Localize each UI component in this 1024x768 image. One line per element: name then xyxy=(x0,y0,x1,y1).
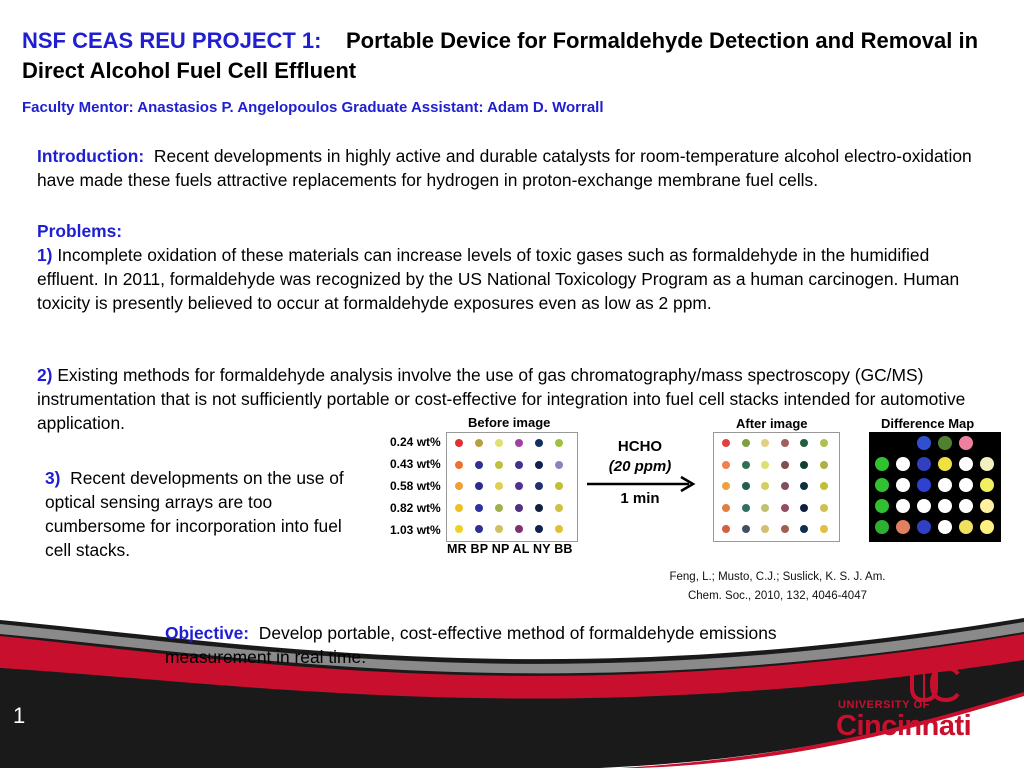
introduction-paragraph xyxy=(37,144,987,192)
sensor-spot xyxy=(800,439,808,447)
sensor-spot xyxy=(495,525,503,533)
sensor-spot xyxy=(455,461,463,469)
sensor-spot xyxy=(820,461,828,469)
sensor-spot xyxy=(896,457,910,471)
sensor-spot xyxy=(515,504,523,512)
sensor-spot xyxy=(761,525,769,533)
sensor-spot xyxy=(555,461,563,469)
sensor-spot xyxy=(515,482,523,490)
arrow-label-mid: (20 ppm) xyxy=(608,458,672,475)
sensor-spot xyxy=(781,504,789,512)
sensor-spot xyxy=(980,478,994,492)
objective-paragraph xyxy=(165,621,805,669)
objective-label: Objective: xyxy=(165,623,250,643)
row-label: 0.43 wt% xyxy=(390,457,441,471)
sensor-spot xyxy=(875,520,889,534)
sensor-spot xyxy=(781,525,789,533)
sensor-spot xyxy=(495,439,503,447)
sensor-spot xyxy=(555,525,563,533)
sensor-spot xyxy=(959,457,973,471)
sensor-spot xyxy=(820,439,828,447)
sensor-spot xyxy=(959,499,973,513)
after-image-label: After image xyxy=(736,416,808,431)
sensor-spot xyxy=(938,457,952,471)
before-panel xyxy=(446,432,578,542)
sensor-spot xyxy=(495,504,503,512)
sensor-spot xyxy=(455,525,463,533)
sensor-spot xyxy=(515,439,523,447)
sensor-spot xyxy=(917,457,931,471)
sensor-spot xyxy=(980,457,994,471)
problem-2-number: 2) xyxy=(37,365,53,385)
sensor-spot xyxy=(722,504,730,512)
sensor-spot xyxy=(555,482,563,490)
sensor-spot xyxy=(455,504,463,512)
difference-panel xyxy=(869,432,1001,542)
sensor-spot xyxy=(781,482,789,490)
sensor-spot xyxy=(722,461,730,469)
sensor-spot xyxy=(820,482,828,490)
sensor-spot xyxy=(722,482,730,490)
sensor-spot xyxy=(875,478,889,492)
problems-heading: Problems: xyxy=(37,221,123,241)
sensor-spot xyxy=(980,520,994,534)
sensor-spot xyxy=(959,478,973,492)
sensor-spot xyxy=(938,436,952,450)
sensor-spot xyxy=(800,461,808,469)
sensor-spot xyxy=(800,482,808,490)
sensor-spot xyxy=(515,525,523,533)
sensor-spot xyxy=(875,499,889,513)
citation-line-2: Chem. Soc., 2010, 132, 4046-4047 xyxy=(687,590,867,602)
logo-cincinnati: Cincinnati xyxy=(836,710,972,742)
sensor-spot xyxy=(800,525,808,533)
problems-section xyxy=(37,219,987,315)
sensor-spot xyxy=(455,439,463,447)
sensor-spot xyxy=(495,482,503,490)
sensor-spot xyxy=(820,525,828,533)
sensor-spot xyxy=(495,461,503,469)
problem-3-number: 3) xyxy=(45,468,61,488)
sensor-spot xyxy=(800,504,808,512)
sensor-spot xyxy=(475,525,483,533)
sensor-spot xyxy=(535,439,543,447)
row-label: 0.24 wt% xyxy=(390,435,441,449)
sensor-spot xyxy=(475,504,483,512)
objective-text: Develop portable, cost-effective method of formaldehyde emissions measurement in real time. xyxy=(165,623,777,667)
difference-map-label: Difference Map xyxy=(881,416,975,431)
slide-number: 1 xyxy=(13,703,26,728)
sensor-spot xyxy=(555,504,563,512)
sensor-spot xyxy=(917,478,931,492)
sensor-spot xyxy=(938,520,952,534)
sensor-spot xyxy=(761,439,769,447)
sensor-spot xyxy=(761,482,769,490)
sensor-spot xyxy=(875,436,889,450)
arrow-label-top: HCHO xyxy=(617,438,663,455)
mentors-line: Faculty Mentor: Anastasios P. Angelopoulos Graduate Assistant: Adam D. Worrall xyxy=(22,99,604,116)
problem-1-text: Incomplete oxidation of these materials can increase levels of toxic gases such as formaldehyde in the humidified effluent. In 2011, formaldehyde was recognized by the US National Toxicology Program as a human carcinogen. Human toxicity is presently believed to occur at formaldehyde exposures even as low as 2 ppm. xyxy=(37,245,960,313)
sensor-spot xyxy=(742,482,750,490)
sensor-spot xyxy=(475,482,483,490)
sensor-spot xyxy=(917,436,931,450)
sensor-spot xyxy=(896,436,910,450)
sensor-spot xyxy=(781,439,789,447)
sensor-spot xyxy=(917,520,931,534)
sensor-spot xyxy=(820,504,828,512)
sensor-spot xyxy=(535,461,543,469)
sensor-spot xyxy=(896,520,910,534)
sensor-spot xyxy=(535,482,543,490)
slide-title xyxy=(22,26,1012,86)
sensor-spot xyxy=(896,478,910,492)
sensor-spot xyxy=(938,499,952,513)
sensor-spot xyxy=(938,478,952,492)
row-label: 0.58 wt% xyxy=(390,479,441,493)
sensor-spot xyxy=(535,525,543,533)
sensor-spot xyxy=(722,525,730,533)
sensor-spot xyxy=(742,504,750,512)
sensor-spot xyxy=(742,461,750,469)
introduction-text: Recent developments in highly active and durable catalysts for room-temperature alcohol electro-oxidation have made these fuels attractive replacements for hydrogen in proton-exchange membrane fuel cells. xyxy=(37,146,972,190)
sensor-spot xyxy=(875,457,889,471)
sensor-spot xyxy=(742,525,750,533)
project-label: NSF CEAS REU PROJECT 1: xyxy=(22,28,322,53)
arrow-label-bottom: 1 min xyxy=(620,490,660,507)
citation-line-1: Feng, L.; Musto, C.J.; Suslick, K. S. J. Am. xyxy=(669,571,886,583)
problem-3-text: Recent developments on the use of optical sensing arrays are too cumbersome for incorporation into fuel cell stacks. xyxy=(45,468,344,560)
sensor-spot xyxy=(761,504,769,512)
sensor-spot xyxy=(455,482,463,490)
before-image-label: Before image xyxy=(468,415,551,430)
introduction-label: Introduction: xyxy=(37,146,145,166)
project-title: Portable Device for Formaldehyde Detection and Removal in Direct Alcohol Fuel Cell Effluent xyxy=(22,28,979,83)
sensor-spot xyxy=(515,461,523,469)
sensor-spot xyxy=(722,439,730,447)
problem-1 xyxy=(37,243,987,315)
sensor-spot xyxy=(781,461,789,469)
logo-university-of: UNIVERSITY OF xyxy=(838,699,930,711)
sensor-spot xyxy=(959,436,973,450)
sensor-spot xyxy=(475,439,483,447)
sensor-spot xyxy=(535,504,543,512)
row-label: 1.03 wt% xyxy=(390,523,441,537)
sensor-spot xyxy=(475,461,483,469)
sensor-spot xyxy=(742,439,750,447)
after-panel xyxy=(713,432,840,542)
problem-3 xyxy=(45,466,355,562)
row-label: 0.82 wt% xyxy=(390,501,441,515)
column-labels: MR BP NP AL NY BB xyxy=(447,542,573,556)
sensor-spot xyxy=(980,499,994,513)
sensor-spot xyxy=(896,499,910,513)
problem-1-number: 1) xyxy=(37,245,53,265)
sensor-spot xyxy=(959,520,973,534)
sensor-array-figure xyxy=(380,414,1020,560)
sensor-spot xyxy=(917,499,931,513)
sensor-spot xyxy=(980,436,994,450)
sensor-spot xyxy=(761,461,769,469)
sensor-spot xyxy=(555,439,563,447)
problem-2-text: Existing methods for formaldehyde analysis involve the use of gas chromatography/mass spectroscopy (GC/MS) instrumentation that is not sufficiently portable or cost-effective for integration into fuel cell stacks intended for automotive application. xyxy=(37,365,966,433)
